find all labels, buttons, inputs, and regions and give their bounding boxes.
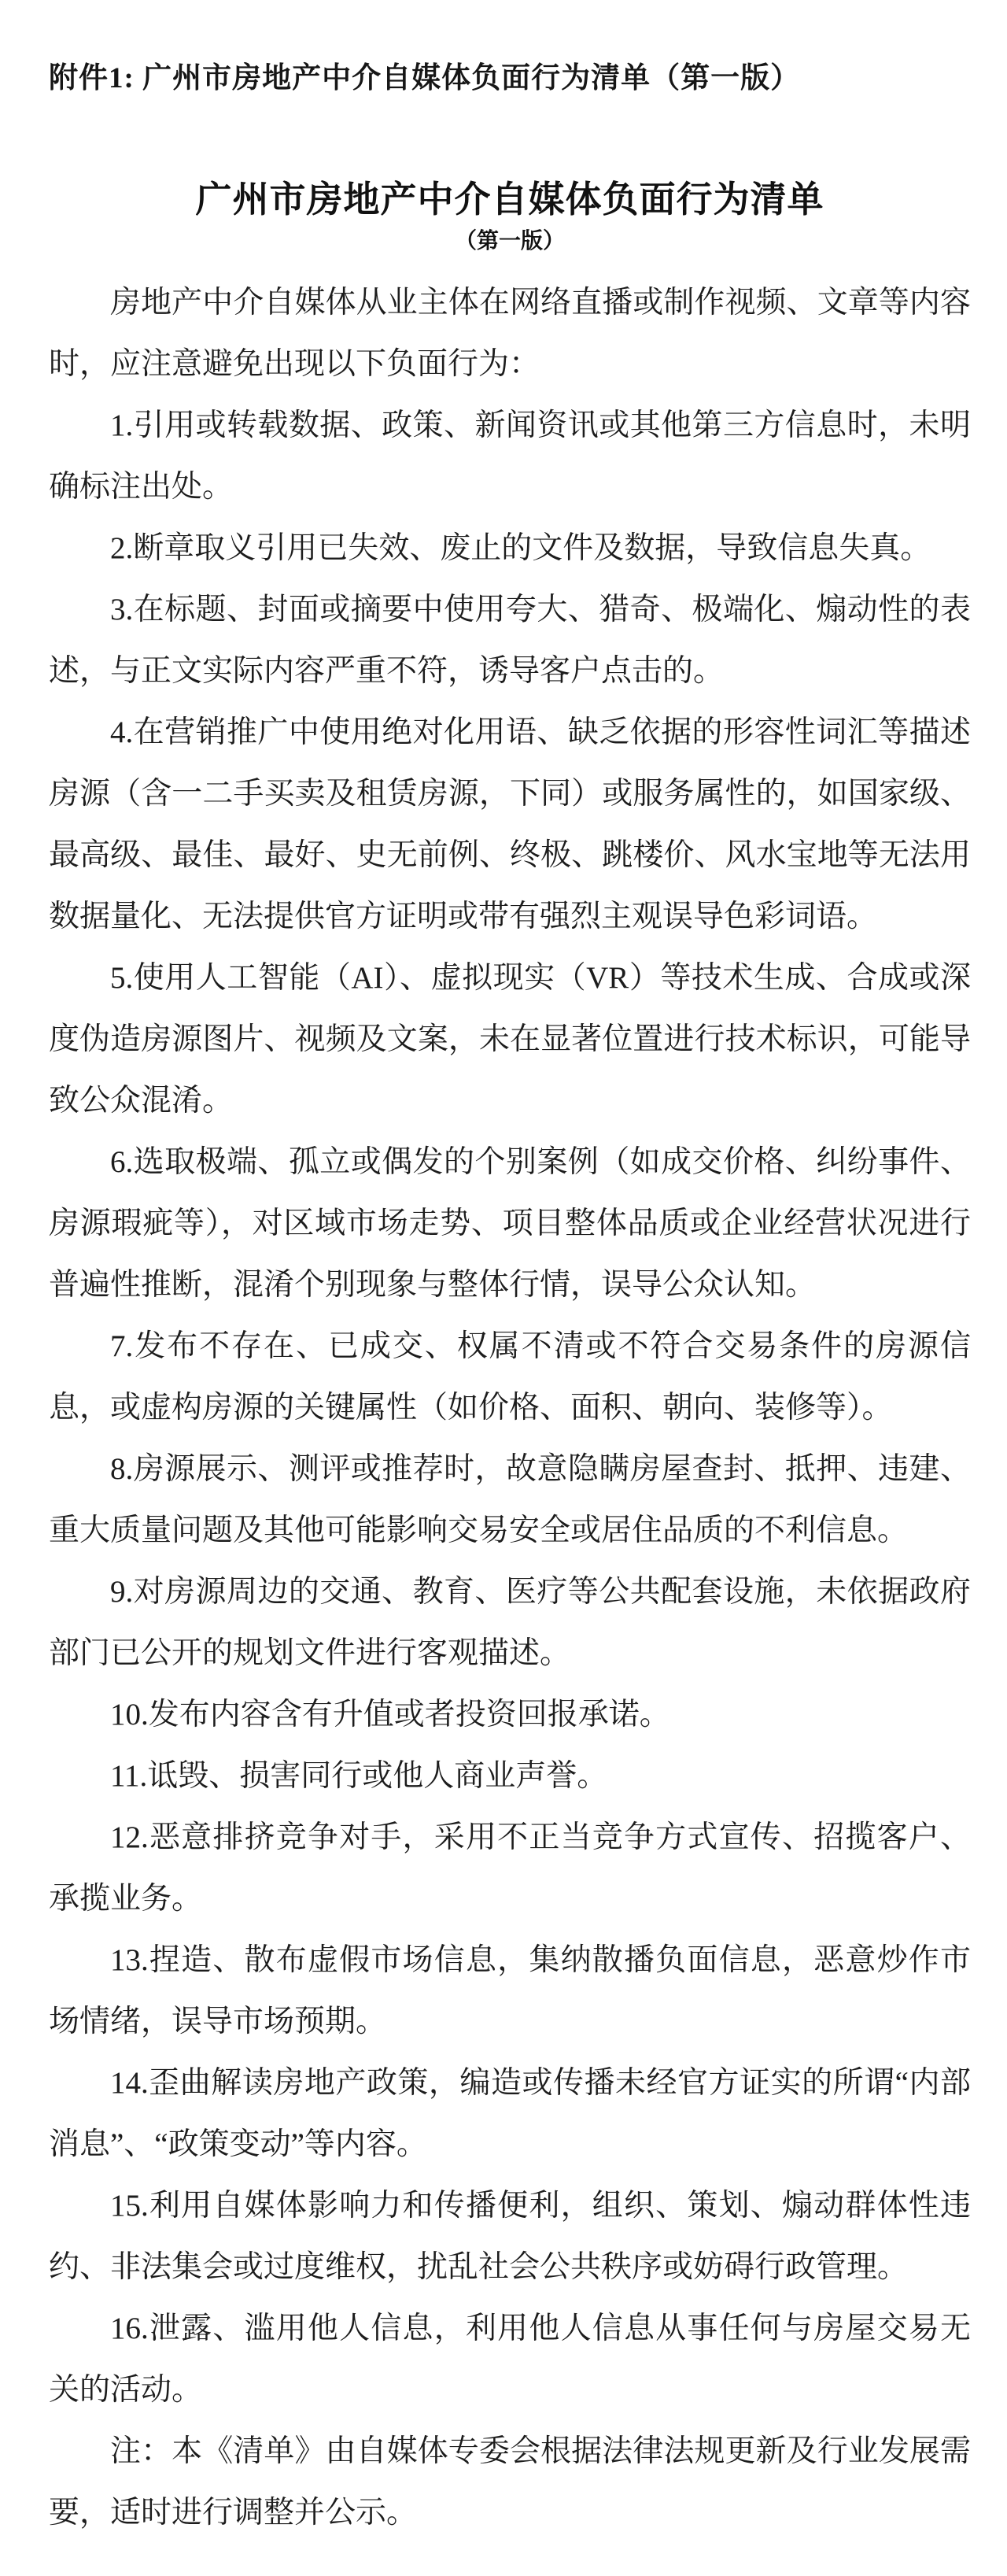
note-paragraph: 注：本《清单》由自媒体专委会根据法律法规更新及行业发展需要，适时进行调整并公示。	[49, 2434, 971, 2530]
list-item-1: 1.引用或转载数据、政策、新闻资讯或其他第三方信息时，未明确标注出处。	[49, 408, 971, 504]
list-item-14: 14.歪曲解读房地产政策，编造或传播未经官方证实的所谓“内部消息”、“政策变动”等内容。	[49, 2066, 971, 2161]
list-item-16: 16.泄露、滥用他人信息，利用他人信息从事任何与房屋交易无关的活动。	[49, 2312, 971, 2407]
document-title: 广州市房地产中介自媒体负面行为清单	[195, 179, 824, 220]
intro-paragraph: 房地产中介自媒体从业主体在网络直播或制作视频、文章等内容时，应注意避免出现以下负面行为：	[49, 286, 971, 381]
list-item-15: 15.利用自媒体影响力和传播便利，组织、策划、煽动群体性违约、非法集会或过度维权，扰乱社会公共秩序或妨碍行政管理。	[49, 2189, 971, 2284]
list-item-2: 2.断章取义引用已失效、废止的文件及数据，导致信息失真。	[110, 531, 931, 565]
list-item-11: 11.诋毁、损害同行或他人商业声誉。	[110, 1759, 608, 1793]
list-item-12: 12.恶意排挤竞争对手，采用不正当竞争方式宣传、招揽客户、承揽业务。	[49, 1820, 971, 1916]
list-item-3: 3.在标题、封面或摘要中使用夸大、猎奇、极端化、煽动性的表述，与正文实际内容严重不符，诱导客户点击的。	[49, 593, 971, 688]
list-item-10: 10.发布内容含有升值或者投资回报承诺。	[110, 1698, 670, 1732]
list-item-8: 8.房源展示、测评或推荐时，故意隐瞒房屋查封、抵押、违建、重大质量问题及其他可能影响交易安全或居住品质的不利信息。	[49, 1452, 971, 1547]
negative-behavior-list	[49, 272, 971, 2544]
list-item-5: 5.使用人工智能（AI）、虚拟现实（VR）等技术生成、合成或深度伪造房源图片、视频及文案，未在显著位置进行技术标识，可能导致公众混淆。	[49, 961, 971, 1118]
list-item-4: 4.在营销推广中使用绝对化用语、缺乏依据的形容性词汇等描述房源（含一二手买卖及租赁房源，下同）或服务属性的，如国家级、最高级、最佳、最好、史无前例、终极、跳楼价、风水宝地等无法用数据量化、无法提供官方证明或带有强烈主观误导色彩词语。	[49, 715, 971, 933]
list-item-13: 13.捏造、散布虚假市场信息，集纳散播负面信息，恶意炒作市场情绪，误导市场预期。	[49, 1943, 971, 2038]
attachment-header: 附件1: 广州市房地产中介自媒体负面行为清单（第一版）	[49, 62, 801, 94]
list-item-6: 6.选取极端、孤立或偶发的个别案例（如成交价格、纠纷事件、房源瑕疵等），对区域市场走势、项目整体品质或企业经营状况进行普遍性推断，混淆个别现象与整体行情，误导公众认知。	[49, 1145, 971, 1302]
document-subtitle: （第一版）	[454, 229, 565, 253]
list-item-7: 7.发布不存在、已成交、权属不清或不符合交易条件的房源信息，或虚构房源的关键属性（如价格、面积、朝向、装修等）。	[49, 1329, 971, 1425]
list-item-9: 9.对房源周边的交通、教育、医疗等公共配套设施，未依据政府部门已公开的规划文件进行客观描述。	[49, 1575, 971, 1670]
